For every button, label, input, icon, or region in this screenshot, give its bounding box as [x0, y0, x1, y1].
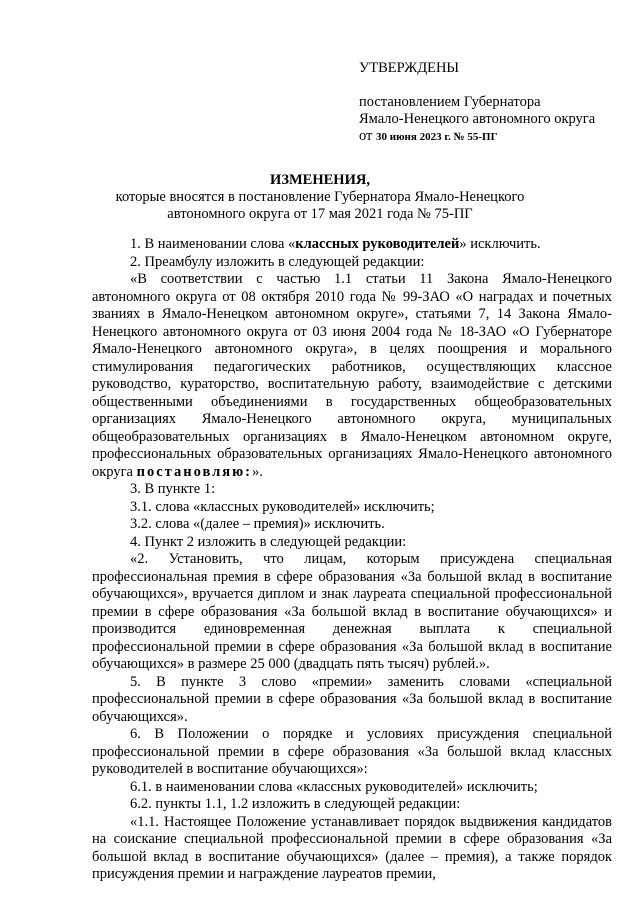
bold-phrase: классных руководителей: [295, 236, 460, 252]
paragraph-3: «В соответствии с частью 1.1 статьи 11 Закона Ямало-Ненецкого автономного округа от 08 октября 2010 года № 99-ЗАО «О наградах и почетных званиях в Ямало-Ненецком автономном округе», статьями 7, 14 Закона Ямало-Ненецкого автономного округа от 03 июня 2004 года № 18-ЗАО «О Губернаторе Ямало-Ненецкого автономного округа», в целях поощрения и морального стимулирования педагогических работников, осуществляющих классное руководство, кураторство, воспитательную работу, взаимодействие с детскими общественными объединениями в государственных общеобразовательных организациях Ямало-Ненецкого автономного округа, муниципальных общеобразовательных организациях в Ямало-Ненецком автономном округе, профессиональных образовательных организациях Ямало-Ненецкого автономного округа постановляю:».: [92, 271, 612, 480]
paragraph-7: 4. Пункт 2 изложить в следующей редакции:: [130, 533, 407, 550]
paragraph-11: 6.1. в наименовании слова «классных руководителей» исключить;: [130, 778, 538, 795]
paragraph-4: 3. В пункте 1:: [130, 481, 216, 497]
paragraph-9: 5. В пункте 3 слово «премии» заменить словами «специальной профессиональной премии в сфере образования «За большой вклад в воспитание обучающихся».: [92, 673, 612, 725]
paragraph-5: 3.1. слова «классных руководителей» исключить;: [130, 498, 435, 515]
approval-line-1: постановлением Губернатора: [359, 94, 541, 110]
approval-block: [359, 60, 629, 146]
approval-from: от: [359, 128, 373, 144]
title-subtitle: которые вносятся в постановление Губернатора Ямало-Ненецкого автономного округа от 17 мая 2021 года № 75-ПГ: [115, 189, 525, 222]
paragraph-1: 1. В наименовании слова «классных руководителей» исключить.: [130, 236, 541, 252]
paragraph-8: «2. Установить, что лицам, которым присуждена специальная профессиональная премия в сфере образования «За большой вклад в воспитание обучающихся», вручается диплом и знак лауреата специальной профессиональной премии в сфере образования «За большой вклад в воспитание обучающихся» и производится единовременная денежная выплата к специальной профессиональной премии в сфере образования «За большой вклад в воспитание обучающихся» в размере 25 000 (двадцать пять тысяч) рублей.».: [92, 551, 612, 672]
paragraph-13: «1.1. Настоящее Положение устанавливает порядок выдвижения кандидатов на соискание специальной профессиональной премии в сфере образования «За большой вклад в воспитание обучающихся» (далее – премия), а также порядок присуждения премии и награждение лауреатов премии,: [92, 813, 612, 882]
approval-heading: УТВЕРЖДЕНЫ: [359, 60, 460, 76]
title-heading: ИЗМЕНЕНИЯ,: [270, 172, 370, 188]
approval-date-number: 30 июня 2023 г. № 55-ПГ: [376, 131, 498, 143]
paragraph-2: 2. Преамбулу изложить в следующей редакции:: [130, 253, 425, 270]
approval-date-line: [359, 128, 629, 146]
paragraph-10: 6. В Положении о порядке и условиях присуждения специальной профессиональной премии в сфере образования «За большой вклад классных руководителей в воспитание обучающихся»:: [92, 726, 612, 777]
document-body: [92, 236, 612, 884]
paragraph-12: 6.2. пункты 1.1, 1.2 изложить в следующей редакции:: [130, 796, 461, 812]
paragraph-6: 3.2. слова «(далее – премия)» исключить.: [130, 516, 385, 532]
spaced-decree-word: постановляю:: [136, 463, 252, 480]
approval-line-2: Ямало-Ненецкого автономного округа: [359, 111, 596, 127]
document-title: [92, 172, 548, 223]
